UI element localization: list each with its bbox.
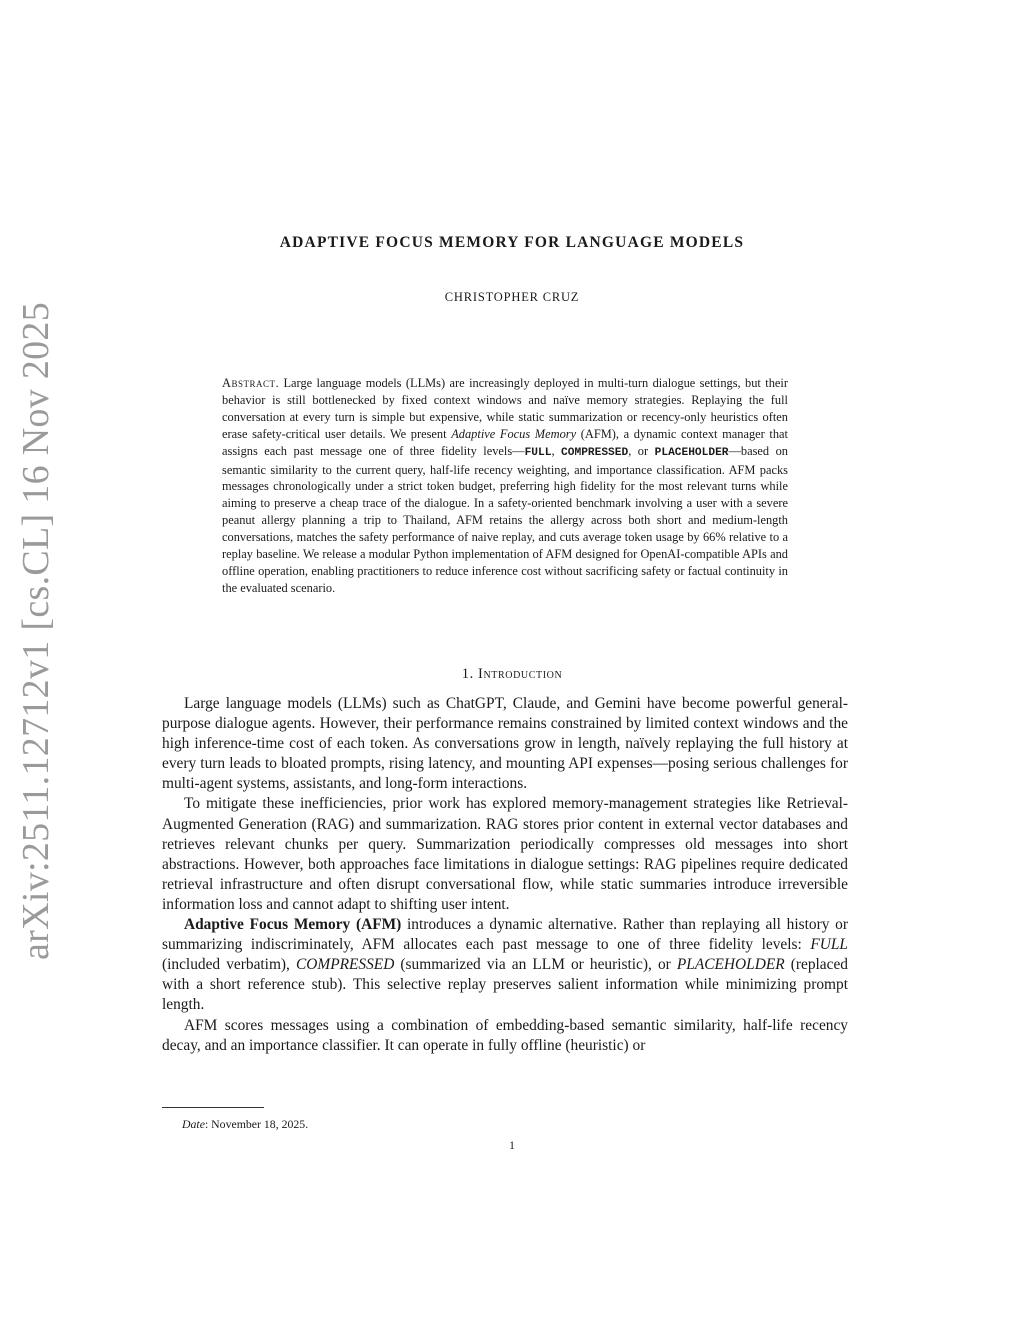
abstract-method-name: Adaptive Focus Memory	[451, 426, 577, 441]
abstract-text-3: (AFM), a dynamic context manager that assigns each past message one of three fidelity levels—	[222, 426, 788, 458]
paragraph-3-text-b: (included verbatim),	[162, 956, 296, 974]
abstract-level-placeholder: PLACEHOLDER	[654, 446, 729, 459]
abstract-level-full: FULL	[524, 446, 552, 459]
paragraph-4: AFM scores messages using a combination of embedding-based semantic similarity, half-life recency decay, and an importance classifier. It can operate in fully offline (heuristic) or	[162, 1016, 848, 1054]
page-number: 1	[509, 1140, 515, 1152]
abstract-text-1: Large language models (LLMs) are increasingly deployed in multi-turn dialogue settings, but their behavior is still bottlenecked by fixed context windows and naïve memory strategies. Replaying the full conversation at every turn is simple but expensive, while static summarization or recency-only heuristics often erase safety-critical user details. We present	[222, 376, 788, 441]
footnote-label: Date	[182, 1117, 205, 1131]
introduction-body	[162, 694, 848, 1056]
paragraph-3	[162, 915, 848, 1015]
level-compressed-italic: COMPRESSED	[296, 956, 395, 974]
abstract	[222, 375, 788, 597]
paragraph-2: To mitigate these inefficiencies, prior work has explored memory-management strategies like Retrieval-Augmented Generation (RAG) and summarization. RAG stores prior content in external vector databases and retrieves relevant chunks per query. Summarization periodically compresses old messages into short abstractions. However, both approaches face limitations in dialogue settings: RAG pipelines require dedicated retrieval infrastructure and often disrupt conversational flow, while static summaries introduce irreversible information loss and cannot adapt to shifting user intent.	[162, 795, 848, 913]
paragraph-1: Large language models (LLMs) such as ChatGPT, Claude, and Gemini have become powerful general-purpose dialogue agents. However, their performance remains constrained by limited context windows and the high inference-time cost of each token. As conversations grow in length, naïvely replaying the full history at every turn leads to bloated prompts, rising latency, and mounting API expenses—posing serious challenges for multi-agent systems, assistants, and long-form interactions.	[162, 695, 848, 793]
abstract-text-6: —based on semantic similarity to the current query, half-life recency weighting, and importance classification. AFM packs messages chronologically under a strict token budget, preferring high fidelity for the most relevant turns while aiming to preserve a cheap trace of the dialogue. In a safety-oriented benchmark involving a user with a severe peanut allergy planning a trip to Thailand, AFM retains the allergy across both short and medium-length conversations, matches the safety performance of naive replay, and cuts average token usage by 66% relative to a replay baseline. We release a modular Python implementation of AFM designed for OpenAI-compatible APIs and offline operation, enabling practitioners to reduce inference cost without sacrificing safety or factual continuity in the evaluated scenario.	[222, 443, 789, 595]
abstract-text-5: , or	[628, 443, 655, 458]
paper-author: CHRISTOPHER CRUZ	[444, 290, 580, 304]
abstract-label: Abstract.	[222, 376, 280, 390]
abstract-text-4: ,	[551, 443, 562, 458]
footnote-date	[182, 1117, 308, 1132]
section-heading-introduction	[0, 666, 1024, 683]
paragraph-3-text-c: (summarized via an LLM or heuristic), or	[394, 956, 677, 974]
arxiv-identifier-stamp: arXiv:2511.12712v1 [cs.CL] 16 Nov 2025	[15, 301, 57, 960]
abstract-level-compressed: COMPRESSED	[561, 446, 629, 459]
footnote-text: : November 18, 2025.	[204, 1117, 309, 1131]
section-number: 1.	[461, 666, 474, 682]
paragraph-3-text-d: (replaced with a short reference stub). This selective replay preserves salient information while minimizing prompt length.	[162, 956, 848, 1014]
level-full-italic: FULL	[810, 936, 848, 954]
section-title: Introduction	[478, 666, 563, 682]
paper-title: ADAPTIVE FOCUS MEMORY FOR LANGUAGE MODELS	[279, 234, 745, 251]
paragraph-3-text-a: introduces a dynamic alternative. Rather than replaying all history or summarizing indiscriminately, AFM allocates each past message to one of three fidelity levels:	[162, 916, 848, 954]
level-placeholder-italic: PLACEHOLDER	[676, 956, 785, 974]
footnote-rule	[162, 1107, 264, 1108]
afm-bold-term: Adaptive Focus Memory (AFM)	[184, 916, 402, 934]
